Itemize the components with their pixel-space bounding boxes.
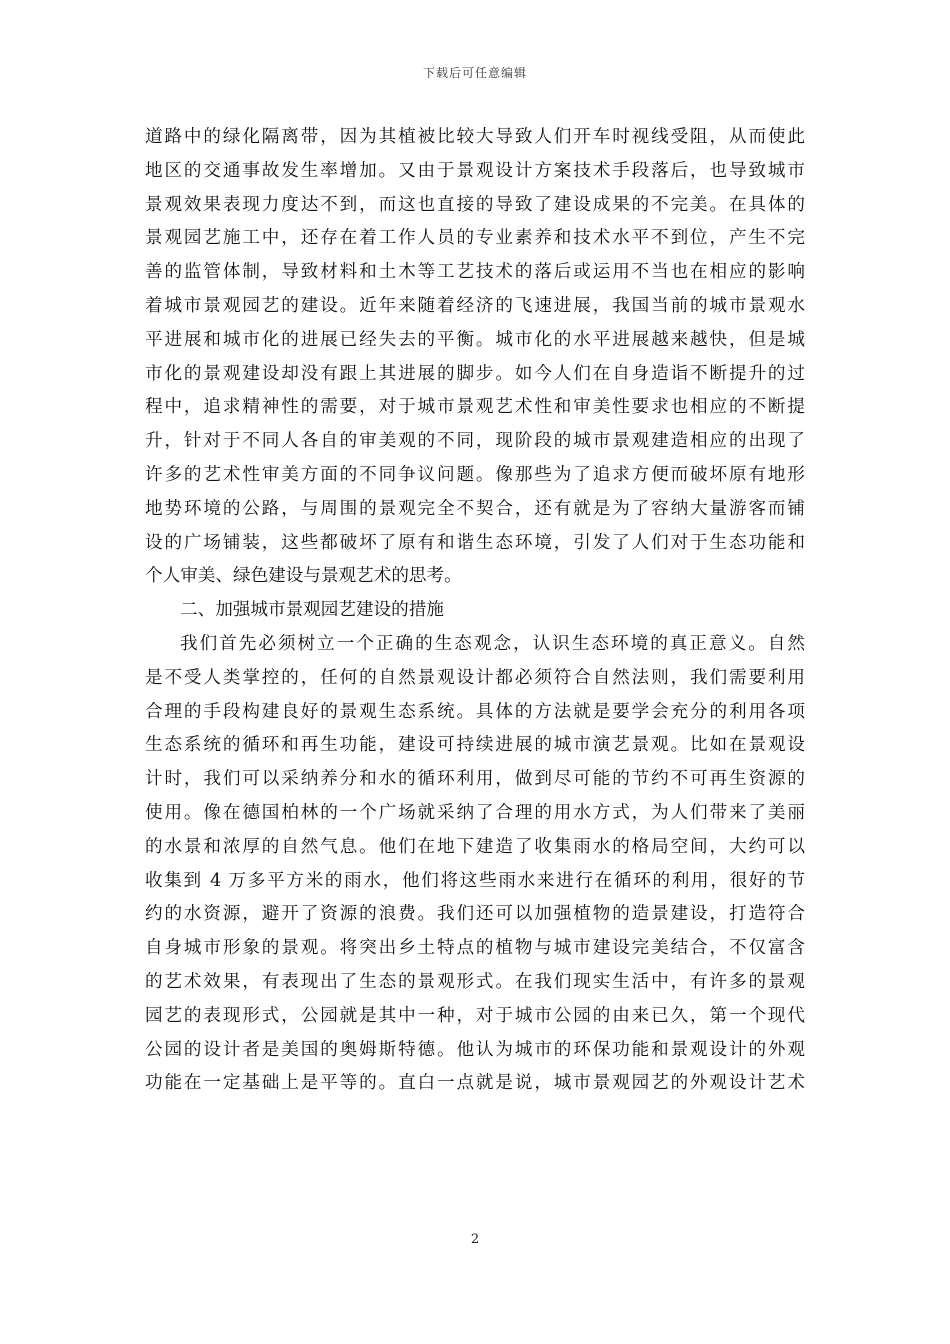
text-line: 约的水资源，避开了资源的浪费。我们还可以加强植物的造景建设，打造符合	[145, 904, 805, 925]
text-line: 程中，追求精神性的需要，对于城市景观艺术性和审美性要求也相应的不断提	[145, 397, 805, 418]
text-line: 功能在一定基础上是平等的。直白一点就是说，城市景观园艺的外观设计艺术	[145, 1073, 805, 1094]
page-number: 2	[470, 1232, 480, 1247]
text-line: 升，针对于不同人各自的审美观的不同，现阶段的城市景观建造相应的出现了	[145, 431, 805, 452]
body-text	[145, 121, 805, 1101]
text-line: 收集到 4 万多平方米的雨水，他们将这些雨水来进行在循环的利用，很好的节	[145, 870, 805, 891]
text-line: 善的监管体制，导致材料和土木等工艺技术的落后或运用不当也在相应的影响	[145, 262, 805, 283]
text-line: 计时，我们可以采纳养分和水的循环利用，做到尽可能的节约不可再生资源的	[145, 769, 805, 790]
text-line: 景观园艺施工中，还存在着工作人员的专业素养和技术水平不到位，产生不完	[145, 228, 805, 249]
text-line: 公园的设计者是美国的奥姆斯特德。他认为城市的环保功能和景观设计的外观	[145, 1039, 805, 1060]
text-line: 合理的手段构建良好的景观生态系统。具体的方法就是要学会充分的利用各项	[145, 701, 805, 722]
text-line: 生态系统的循环和再生功能，建设可持续进展的城市演艺景观。比如在景观设	[145, 735, 805, 756]
text-line: 道路中的绿化隔离带，因为其植被比较大导致人们开车时视线受阻，从而使此	[145, 127, 805, 147]
text-line: 景观效果表现力度达不到，而这也直接的导致了建设成果的不完美。在具体的	[145, 194, 805, 215]
text-line: 的艺术效果，有表现出了生态的景观形式。在我们现实生活中，有许多的景观	[145, 971, 805, 992]
text-line: 设的广场铺装，这些都破坏了原有和谐生态环境，引发了人们对于生态功能和	[145, 532, 805, 553]
text-line: 园艺的表现形式，公园就是其中一种，对于城市公园的由来已久，第一个现代	[145, 1005, 805, 1026]
text-line: 平进展和城市化的进展已经失去的平衡。城市化的水平进展越来越快，但是城	[145, 329, 805, 350]
text-line: 是不受人类掌控的，任何的自然景观设计都必须符合自然法则，我们需要利用	[145, 667, 805, 688]
text-line: 我们首先必须树立一个正确的生态观念，认识生态环境的真正意义。自然	[180, 633, 805, 654]
text-line: 使用。像在德国柏林的一个广场就采纳了合理的用水方式，为人们带来了美丽	[145, 802, 805, 823]
text-line: 着城市景观园艺的建设。近年来随着经济的飞速进展，我国当前的城市景观水	[145, 295, 805, 316]
page-header: 下载后可任意编辑	[422, 66, 527, 80]
text-line: 地区的交通事故发生率增加。又由于景观设计方案技术手段落后，也导致城市	[145, 160, 805, 181]
text-line: 的水景和浓厚的自然气息。他们在地下建造了收集雨水的格局空间，大约可以	[145, 836, 805, 857]
text-line: 地势环境的公路，与周围的景观完全不契合，还有就是为了容纳大量游客而铺	[145, 498, 805, 519]
text-line: 许多的艺术性审美方面的不同争议问题。像那些为了追求方便而破坏原有地形	[145, 464, 805, 485]
text-line: 自身城市形象的景观。将突出乡土特点的植物与城市建设完美结合，不仅富含	[145, 938, 805, 959]
text-line: 市化的景观建设却没有跟上其进展的脚步。如今人们在自身造诣不断提升的过	[145, 363, 805, 384]
section-heading: 二、加强城市景观园艺建设的措施	[180, 600, 444, 621]
text-line: 个人审美、绿色建设与景观艺术的思考。	[145, 566, 462, 587]
